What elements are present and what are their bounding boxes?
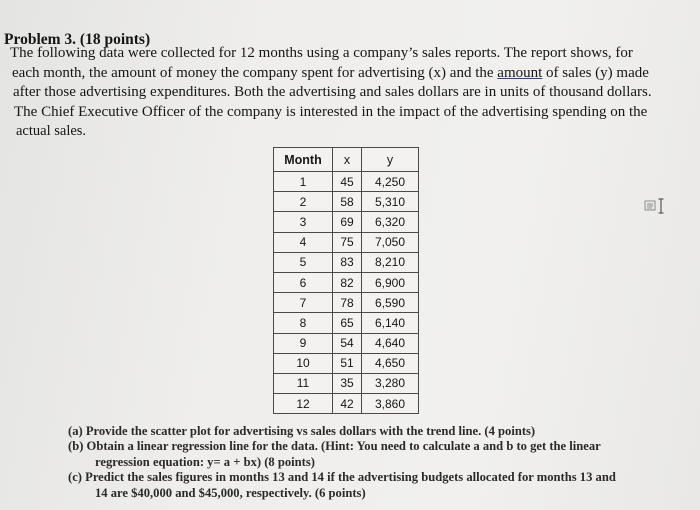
underlined-word: amount [497,64,543,81]
description-line-2-end: of sales (y) made [542,64,649,81]
question-a: (a) Provide the scatter plot for advertising vs sales dollars with the trend line. (4 points) [68,424,536,438]
x-cell: 75 [333,232,362,252]
x-cell: 42 [333,394,362,414]
header-y: y [362,148,419,172]
description-line-2 [12,64,698,84]
month-cell: 6 [274,272,333,292]
y-cell: 4,650 [362,353,419,373]
y-cell: 6,900 [362,272,419,292]
header-x: x [333,148,362,172]
table-row [274,192,419,212]
month-cell: 7 [274,293,333,313]
month-cell: 3 [274,212,333,232]
description-line-4: The Chief Executive Officer of the company is interested in the impact of the advertising spending on the [14,103,648,120]
x-cell: 58 [333,192,362,212]
month-cell: 2 [274,192,333,212]
x-cell: 78 [333,293,362,313]
y-cell: 6,140 [362,313,419,333]
problem-description [10,44,698,142]
question-c-continued: 14 are $40,000 and $45,000, respectively. (6 points) [95,485,366,500]
y-cell: 4,250 [362,172,419,192]
x-cell: 83 [333,252,362,272]
x-cell: 82 [333,272,362,292]
x-cell: 69 [333,212,362,232]
description-line-5: actual sales. [16,123,87,140]
month-cell: 8 [274,313,333,333]
month-cell: 4 [274,232,333,252]
y-cell: 5,310 [362,192,419,212]
table-row [274,232,419,252]
table-row [274,293,419,313]
header-month: Month [274,148,333,172]
month-cell: 1 [274,172,333,192]
description-line-2-start: each month, the amount of money the company spent for advertising (x) and the [12,64,498,81]
question-c: (c) Predict the sales figures in months 13 and 14 if the advertising budgets allocated for months 13 and [68,470,616,485]
y-cell: 3,280 [362,373,419,393]
table-row [274,333,419,353]
table-row [274,313,419,333]
y-cell: 6,590 [362,293,419,313]
month-cell: 9 [274,333,333,353]
month-cell: 10 [274,353,333,373]
question-b-continued: regression equation: y= a + bx) (8 points) [95,454,315,469]
table-row [274,272,419,292]
question-list [68,424,616,501]
y-cell: 4,640 [362,333,419,353]
month-cell: 5 [274,252,333,272]
x-cell: 45 [333,172,362,192]
x-cell: 51 [333,353,362,373]
description-line-1: The following data were collected for 12 months using a company’s sales reports. The report shows, for [10,45,633,61]
table-row [274,252,419,272]
table-row [274,394,419,414]
table-row [274,373,419,393]
month-cell: 11 [274,373,333,393]
month-cell: 12 [274,394,333,414]
table-header-row [274,148,419,172]
table-row [274,212,419,232]
y-cell: 8,210 [362,252,419,272]
question-b: (b) Obtain a linear regression line for the data. (Hint: You need to calculate a and b to get the linear [68,439,601,454]
x-cell: 65 [333,313,362,333]
table-row [274,172,419,192]
y-cell: 7,050 [362,232,419,252]
x-cell: 54 [333,333,362,353]
text-edit-icon[interactable] [644,197,668,215]
y-cell: 3,860 [362,394,419,414]
table-row [274,353,419,373]
data-table [273,147,419,414]
description-line-3: after those advertising expenditures. Both the advertising and sales dollars are in units of thousand dollars. [13,84,652,101]
problem-title: Problem 3. (18 points) [4,31,151,48]
y-cell: 6,320 [362,212,419,232]
x-cell: 35 [333,373,362,393]
